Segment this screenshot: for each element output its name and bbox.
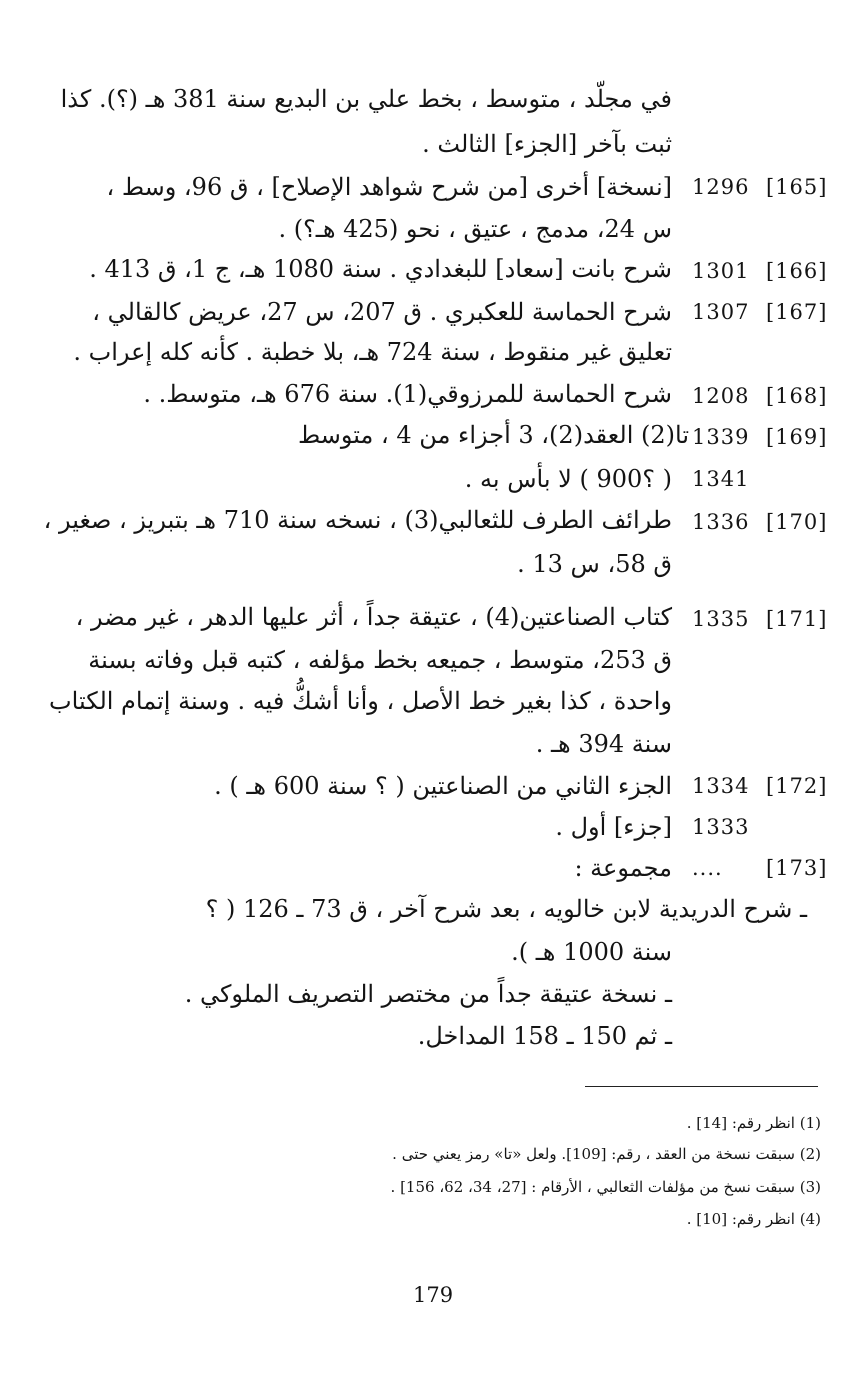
manuscript-number: 1208 [692, 384, 750, 408]
manuscript-number: 1335 [692, 607, 750, 631]
entry-number: [171] [766, 607, 828, 631]
text-line: ق 58، س 13 . [517, 550, 672, 578]
text-line: [نسخة] أخرى [من شرح شواهد الإصلاح] ، ق 96، وسط ، [106, 173, 672, 201]
manuscript-number: .... [692, 856, 723, 880]
text-line: ق 253، متوسط ، جميعه بخط مؤلفه ، كتبه قبل وفاته بسنة [88, 646, 672, 674]
text-line: سنة 1000 هـ ). [511, 938, 672, 966]
entry-number: [167] [766, 300, 828, 324]
manuscript-number: 1334 [692, 774, 750, 798]
manuscript-number: 1339 [692, 425, 750, 449]
manuscript-number: 1336 [692, 510, 750, 534]
text-line: س 24، مدمج ، عتيق ، نحو (425 هـ؟) . [278, 215, 672, 243]
entry-number: [166] [766, 259, 828, 283]
text-line: شرح الحماسة للمرزوقي(1). سنة 676 هـ، متوسط. . [143, 380, 672, 408]
manuscript-number: 1333 [692, 815, 750, 839]
text-line: مجموعة : [574, 854, 672, 882]
text-line: سنة 394 هـ . [535, 730, 672, 758]
footnote: (4) انظر رقم: [10] . [686, 1210, 821, 1228]
entry-number: [165] [766, 175, 828, 199]
text-line: تا(2) العقد(2)، 3 أجزاء من 4 ، متوسط [298, 421, 689, 449]
text-line: ( ؟900 ) لا بأس به . [464, 465, 672, 493]
text-line: [جزء] أول . [555, 813, 672, 841]
manuscript-number: 1301 [692, 259, 750, 283]
text-line: كتاب الصناعتين(4) ، عتيقة جداً ، أثر عليها الدهر ، غير مضر ، [75, 603, 672, 631]
text-line: واحدة ، كذا بغير خط الأصل ، وأنا أشكُّ فيه . وسنة إتمام الكتاب [49, 687, 672, 715]
text-line: ـ شرح الدريدية لابن خالويه ، بعد شرح آخر ، ق 73 ـ 126 ( ؟ [205, 895, 807, 923]
text-line: ـ ثم 150 ـ 158 المداخل. [417, 1022, 672, 1050]
text-line: ـ نسخة عتيقة جداً من مختصر التصريف الملوكي . [184, 980, 672, 1008]
footnote: (3) سبقت نسخ من مؤلفات الثعالبي ، الأرقام : [27، 34، 62، 156] . [390, 1178, 821, 1196]
manuscript-number: 1341 [692, 467, 750, 491]
entry-number: [170] [766, 510, 828, 534]
footnote: (2) سبقت نسخة من العقد ، رقم: [109]. ولعل «تا» رمز يعني حتى . [392, 1145, 821, 1163]
footnote-rule [585, 1086, 818, 1087]
text-line: في مجلّد ، متوسط ، بخط علي بن البديع سنة 381 هـ (؟). كذا [60, 85, 672, 113]
text-line: شرح الحماسة للعكبري . ق 207، س 27، عريض كالقالي ، [92, 298, 672, 326]
text-line: الجزء الثاني من الصناعتين ( ؟ سنة 600 هـ ) . [214, 772, 672, 800]
text-line: طرائف الطرف للثعالبي(3) ، نسخه سنة 710 هـ بتبريز ، صغير ، [43, 506, 672, 534]
manuscript-number: 1307 [692, 300, 750, 324]
entry-number: [169] [766, 425, 828, 449]
entry-number: [172] [766, 774, 828, 798]
text-line: تعليق غير منقوط ، سنة 724 هـ، بلا خطبة . كأنه كله إعراب . [73, 338, 672, 366]
page-number: 179 [413, 1283, 454, 1307]
entry-number: [173] [766, 856, 828, 880]
text-line: شرح بانت [سعاد] للبغدادي . سنة 1080 هـ، ج 1، ق 413 . [89, 255, 672, 283]
manuscript-number: 1296 [692, 175, 750, 199]
text-line: ثبت بآخر [الجزء] الثالث . [422, 130, 672, 158]
footnote: (1) انظر رقم: [14] . [686, 1114, 821, 1132]
entry-number: [168] [766, 384, 828, 408]
